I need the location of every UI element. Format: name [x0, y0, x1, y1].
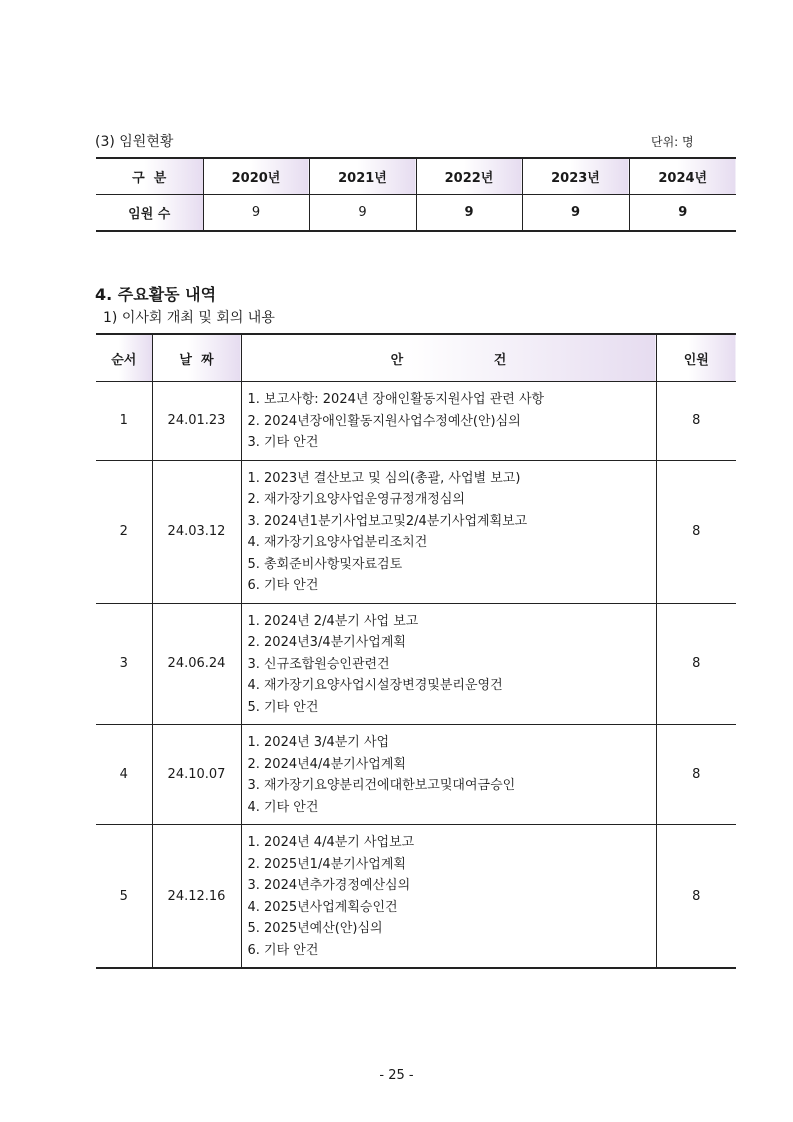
meeting-attendees: 8 — [656, 603, 736, 725]
agenda-item: 3. 2024년추가경정예산심의 — [247, 878, 411, 893]
agenda-item: 6. 기타 안건 — [247, 578, 319, 593]
board-meetings-table — [96, 333, 736, 969]
header-year-2023: 2023년 — [522, 158, 629, 195]
meeting-agenda — [241, 382, 656, 461]
meeting-date: 24.03.12 — [152, 460, 241, 603]
meeting-no: 5 — [96, 825, 152, 969]
row-label-officers: 임원 수 — [96, 195, 203, 232]
agenda-item: 1. 2024년 4/4분기 사업보고 — [247, 835, 415, 850]
agenda-item: 5. 기타 안건 — [247, 699, 319, 715]
meeting-agenda — [241, 825, 656, 969]
officers-table — [96, 157, 736, 232]
meeting-date: 24.10.07 — [152, 725, 241, 825]
meeting-attendees: 8 — [656, 825, 736, 969]
officers-2024: 9 — [629, 195, 736, 232]
page-number: - 25 - — [379, 1068, 414, 1083]
agenda-item: 5. 총회준비사항및자료검토 — [247, 556, 403, 572]
table-row — [96, 460, 736, 603]
agenda-item: 1. 2024년 3/4분기 사업 — [247, 735, 390, 750]
officers-2023: 9 — [522, 195, 629, 232]
officers-2022: 9 — [416, 195, 522, 232]
section-4-title: 4. 주요활동 내역 — [95, 285, 217, 304]
header-year-2020: 2020년 — [203, 158, 309, 195]
agenda-item: 3. 재가장기요양분리건에대한보고및대여금승인 — [247, 778, 516, 793]
agenda-item: 1. 보고사항: 2024년 장애인활동지원사업 관련 사항 — [247, 392, 545, 407]
agenda-item: 5. 2025년예산(안)심의 — [247, 921, 383, 936]
officers-2021: 9 — [309, 195, 416, 232]
meeting-attendees: 8 — [656, 382, 736, 461]
agenda-item: 2. 재가장기요양사업운영규정개정심의 — [247, 492, 465, 507]
meeting-no: 4 — [96, 725, 152, 825]
officers-header-row — [96, 158, 736, 195]
agenda-item: 3. 신규조합원승인관련건 — [247, 656, 390, 672]
header-no: 순서 — [96, 334, 152, 382]
agenda-item: 1. 2023년 결산보고 및 심의(총괄, 사업별 보고) — [247, 470, 521, 486]
agenda-item: 2. 2024년3/4분기사업계획 — [247, 635, 406, 650]
header-date: 날 짜 — [152, 334, 241, 382]
meeting-no: 2 — [96, 460, 152, 603]
meeting-attendees: 8 — [656, 460, 736, 603]
section-4-subtitle: 1) 이사회 개최 및 회의 내용 — [103, 310, 275, 326]
meeting-date: 24.06.24 — [152, 603, 241, 725]
meetings-body — [96, 382, 736, 969]
agenda-item: 2. 2024년장애인활동지원사업수정예산(안)심의 — [247, 413, 521, 429]
agenda-item: 3. 기타 안건 — [247, 435, 319, 450]
header-agenda: 안 건 — [241, 334, 656, 382]
meeting-date: 24.12.16 — [152, 825, 241, 969]
agenda-item: 4. 재가장기요양사업시설장변경및분리운영건 — [247, 678, 503, 693]
table-row — [96, 725, 736, 825]
agenda-item: 2. 2025년1/4분기사업계획 — [247, 856, 406, 872]
table-row — [96, 825, 736, 969]
agenda-item: 4. 기타 안건 — [247, 799, 319, 815]
table-row — [96, 382, 736, 461]
header-attendees: 인원 — [656, 334, 736, 382]
meeting-date: 24.01.23 — [152, 382, 241, 461]
agenda-item: 4. 2025년사업계획승인건 — [247, 899, 398, 915]
agenda-item: 1. 2024년 2/4분기 사업 보고 — [247, 613, 419, 629]
agenda-item: 2. 2024년4/4분기사업계획 — [247, 756, 406, 772]
header-year-2024: 2024년 — [629, 158, 736, 195]
meetings-header-row — [96, 334, 736, 382]
table-row — [96, 603, 736, 725]
officers-count-row — [96, 195, 736, 232]
agenda-item: 6. 기타 안건 — [247, 942, 319, 958]
meeting-no: 3 — [96, 603, 152, 725]
meeting-attendees: 8 — [656, 725, 736, 825]
meeting-no: 1 — [96, 382, 152, 461]
header-year-2022: 2022년 — [416, 158, 522, 195]
section-3-title: (3) 임원현황 — [95, 134, 174, 150]
agenda-item: 3. 2024년1분기사업보고및2/4분기사업계획보고 — [247, 513, 528, 529]
header-category: 구 분 — [96, 158, 203, 195]
meeting-agenda — [241, 603, 656, 725]
officers-2020: 9 — [203, 195, 309, 232]
meeting-agenda — [241, 725, 656, 825]
agenda-item: 4. 재가장기요양사업분리조치건 — [247, 535, 428, 550]
header-year-2021: 2021년 — [309, 158, 416, 195]
unit-label: 단위: 명 — [651, 135, 694, 149]
meeting-agenda — [241, 460, 656, 603]
